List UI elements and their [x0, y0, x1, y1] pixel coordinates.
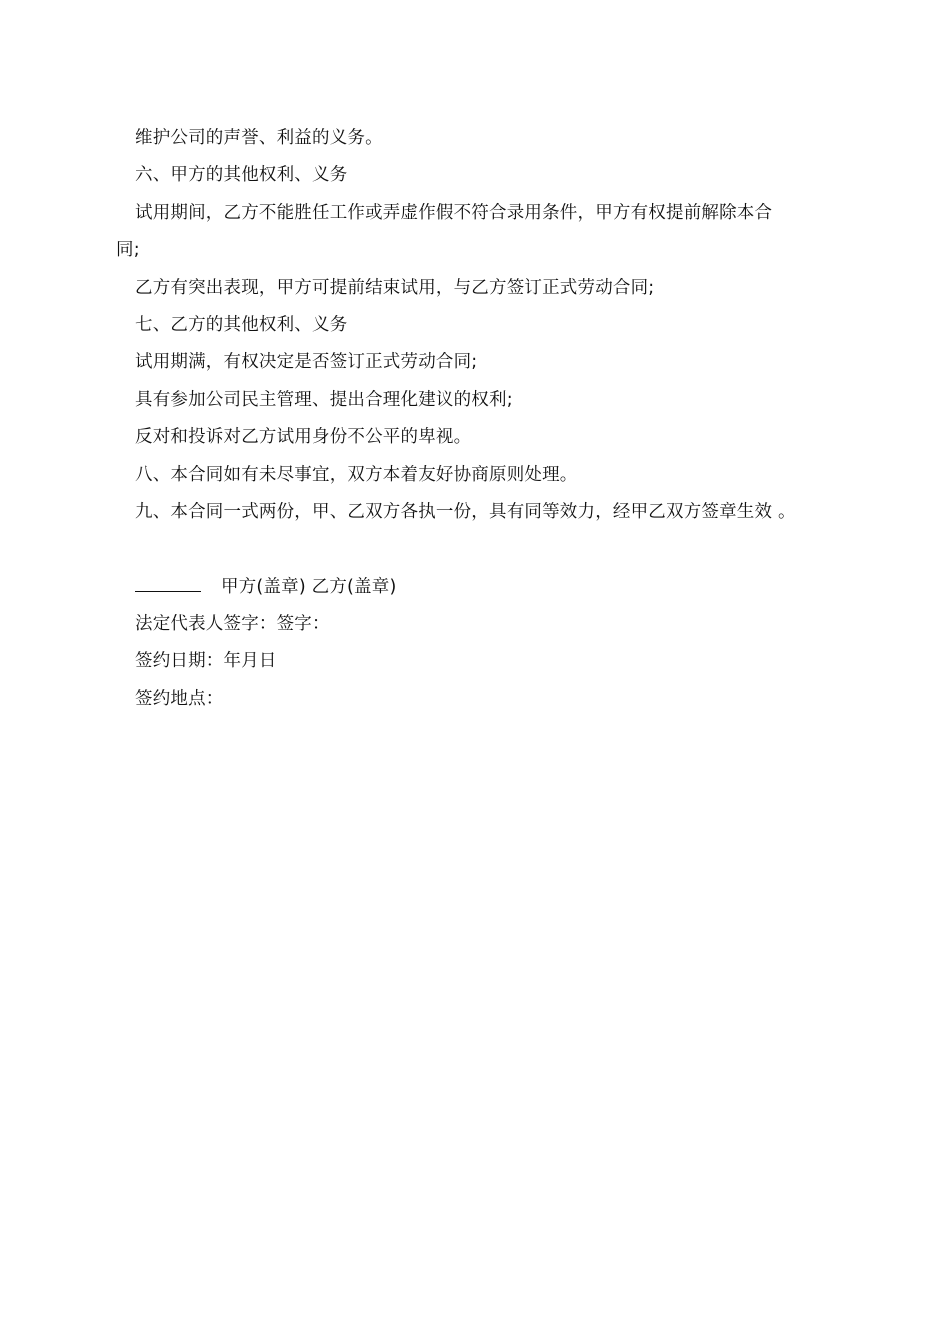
paragraph-copies-effect: 九、本合同一式两份，甲、乙双方各执一份，具有同等效力，经甲乙双方签章生效 。	[135, 502, 796, 522]
signature-parties-label: 甲方(盖章) 乙方(盖章)	[221, 577, 397, 597]
paragraph-probation-termination: 试用期间，乙方不能胜任工作或弄虚作假不符合录用条件，甲方有权提前解除本合	[135, 203, 773, 223]
paragraph-right-to-sign: 试用期满，有权决定是否签订正式劳动合同;	[135, 352, 478, 372]
signature-parties-line	[135, 574, 396, 599]
paragraph-right-to-object: 反对和投诉对乙方试用身份不公平的卑视。	[135, 427, 472, 447]
paragraph-early-end-probation: 乙方有突出表现，甲方可提前结束试用，与乙方签订正式劳动合同;	[135, 278, 655, 298]
heading-party-a-rights: 六、甲方的其他权利、义务	[135, 165, 348, 185]
paragraph-probation-termination-cont: 同;	[116, 240, 140, 260]
paragraph-right-to-participate: 具有参加公司民主管理、提出合理化建议的权利;	[135, 390, 513, 410]
signature-representative-line: 法定代表人签字：签字：	[135, 614, 330, 634]
signature-date-line: 签约日期：年月日	[135, 651, 277, 671]
heading-party-b-rights: 七、乙方的其他权利、义务	[135, 315, 348, 335]
signature-place-line: 签约地点：	[135, 689, 224, 709]
paragraph-unresolved-matters: 八、本合同如有未尽事宜，双方本着友好协商原则处理。	[135, 465, 578, 485]
signature-blank-underline	[135, 574, 201, 592]
paragraph-duty-reputation: 维护公司的声誉、利益的义务。	[135, 128, 383, 148]
